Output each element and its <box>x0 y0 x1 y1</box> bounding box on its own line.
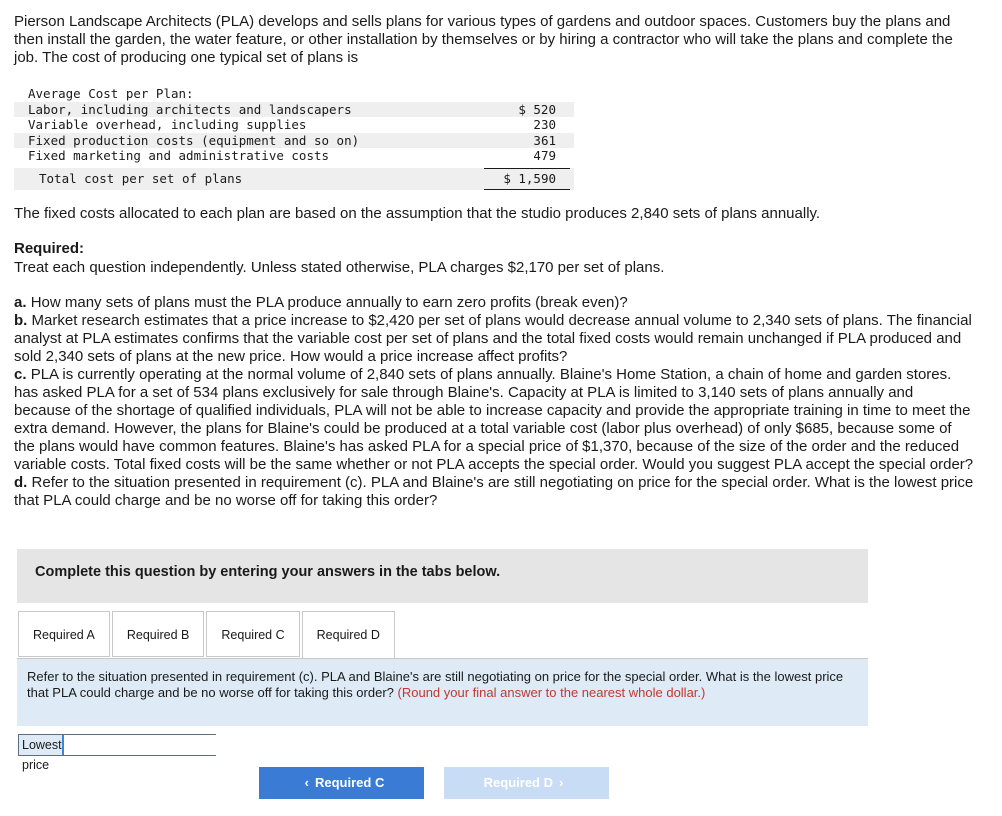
answer-row <box>18 734 216 772</box>
cost-row <box>14 133 574 149</box>
question-letter: b. <box>14 312 28 329</box>
total-bottom-rule <box>484 189 570 190</box>
chevron-left-icon: ‹ <box>304 775 309 790</box>
next-required-d-button[interactable] <box>444 767 609 799</box>
cost-row-label: Labor, including architects and landscapers <box>28 101 352 117</box>
lowest-price-input[interactable] <box>64 735 248 755</box>
cost-total-row <box>14 168 574 190</box>
prev-required-c-button[interactable] <box>259 767 424 799</box>
question-item <box>14 294 974 312</box>
problem-intro: Pierson Landscape Architects (PLA) develops and sells plans for various types of gardens and outdoor spaces. Customers buy the plans and then install the garden, the water feature, or other installation by themselves or by hiring a contractor who will take the plans and complete the job. The cost of producing one typical set of plans is <box>14 13 953 66</box>
prev-button-label: Required C <box>315 775 385 790</box>
cost-row-label: Variable overhead, including supplies <box>28 117 307 132</box>
required-text: Treat each question independently. Unless stated otherwise, PLA charges $2,170 per set of plans. <box>14 259 665 276</box>
cost-table <box>14 86 574 190</box>
required-heading: Required: <box>14 240 85 257</box>
cost-row-value: 230 <box>533 117 556 132</box>
cost-total-value: $ 1,590 <box>503 170 556 186</box>
question-letter: c. <box>14 366 27 383</box>
instructions-banner: Complete this question by entering your answers in the tabs below. <box>17 549 868 603</box>
tab-required-b[interactable]: Required B <box>112 611 205 657</box>
question-item <box>14 366 974 474</box>
tab-required-c[interactable]: Required C <box>206 611 299 657</box>
chevron-right-icon: › <box>559 775 564 790</box>
cost-row-value: $ 520 <box>518 101 556 117</box>
lowest-price-label: Lowest price <box>19 735 64 755</box>
cost-row-label: Fixed marketing and administrative costs <box>28 148 330 163</box>
question-item <box>14 474 974 510</box>
cost-row-value: 361 <box>533 132 556 148</box>
cost-row-label: Fixed production costs (equipment and so on) <box>28 132 360 148</box>
rounding-hint: (Round your final answer to the nearest whole dollar.) <box>397 685 706 700</box>
tab-required-d[interactable]: Required D <box>302 611 395 659</box>
cost-table-title-row <box>14 86 574 102</box>
cost-table-title: Average Cost per Plan: <box>28 86 194 101</box>
question-text: How many sets of plans must the PLA produce annually to earn zero profits (break even)? <box>30 294 628 311</box>
question-letter: a. <box>14 294 27 311</box>
tab-panel-required-d <box>17 658 868 726</box>
cost-row <box>14 148 574 164</box>
fixed-cost-note: The fixed costs allocated to each plan are based on the assumption that the studio produces 2,840 sets of plans annually. <box>14 205 821 222</box>
question-text: PLA is currently operating at the normal volume of 2,840 sets of plans annually. Blaine's Home Station, a chain of home and garden stores. has asked PLA for a set of 534 plans exclusively for sale through Blaine's. Capacity at PLA is limited to 3,140 sets of plans annually and because of the shortage of qualified individuals, PLA will not be able to increase capacity and provide the appropriate training in time to meet the extra demand. However, the plans for Blaine's could be produced at a total variable cost (labor plus overhead) of only $685, because some of the plans would have common features. Blaine's has asked PLA for a special price of $1,370, because of the size of the order and the reduced variable costs. Total fixed costs will be the same whether or not PLA accepts the special order. Would you suggest PLA accept the special order? <box>14 366 974 473</box>
question-item <box>14 312 974 366</box>
cost-row-value: 479 <box>533 148 556 163</box>
cost-row <box>14 117 574 133</box>
panel-question-text: Refer to the situation presented in requirement (c). PLA and Blaine's are still negotiating on price for the special order. What is the lowest price that PLA could charge and be no worse off for taking this order? <box>27 669 844 700</box>
question-text: Refer to the situation presented in requirement (c). PLA and Blaine's are still negotiating on price for the special order. What is the lowest price that PLA could charge and be no worse off for taking this order? <box>14 474 974 509</box>
cost-total-label: Total cost per set of plans <box>39 170 243 186</box>
tab-bar <box>18 611 397 658</box>
next-button-label: Required D <box>483 775 553 790</box>
cost-row <box>14 102 574 118</box>
question-list <box>14 294 974 510</box>
tab-required-a[interactable]: Required A <box>18 611 110 657</box>
question-letter: d. <box>14 474 28 491</box>
question-text: Market research estimates that a price increase to $2,420 per set of plans would decrease annual volume to 2,340 sets of plans. The financial analyst at PLA estimates confirms that the variable cost per set of plans and the total fixed costs would remain unchanged if PLA produced and sold 2,340 sets of plans at the new price. How would a price increase affect profits? <box>14 312 972 365</box>
